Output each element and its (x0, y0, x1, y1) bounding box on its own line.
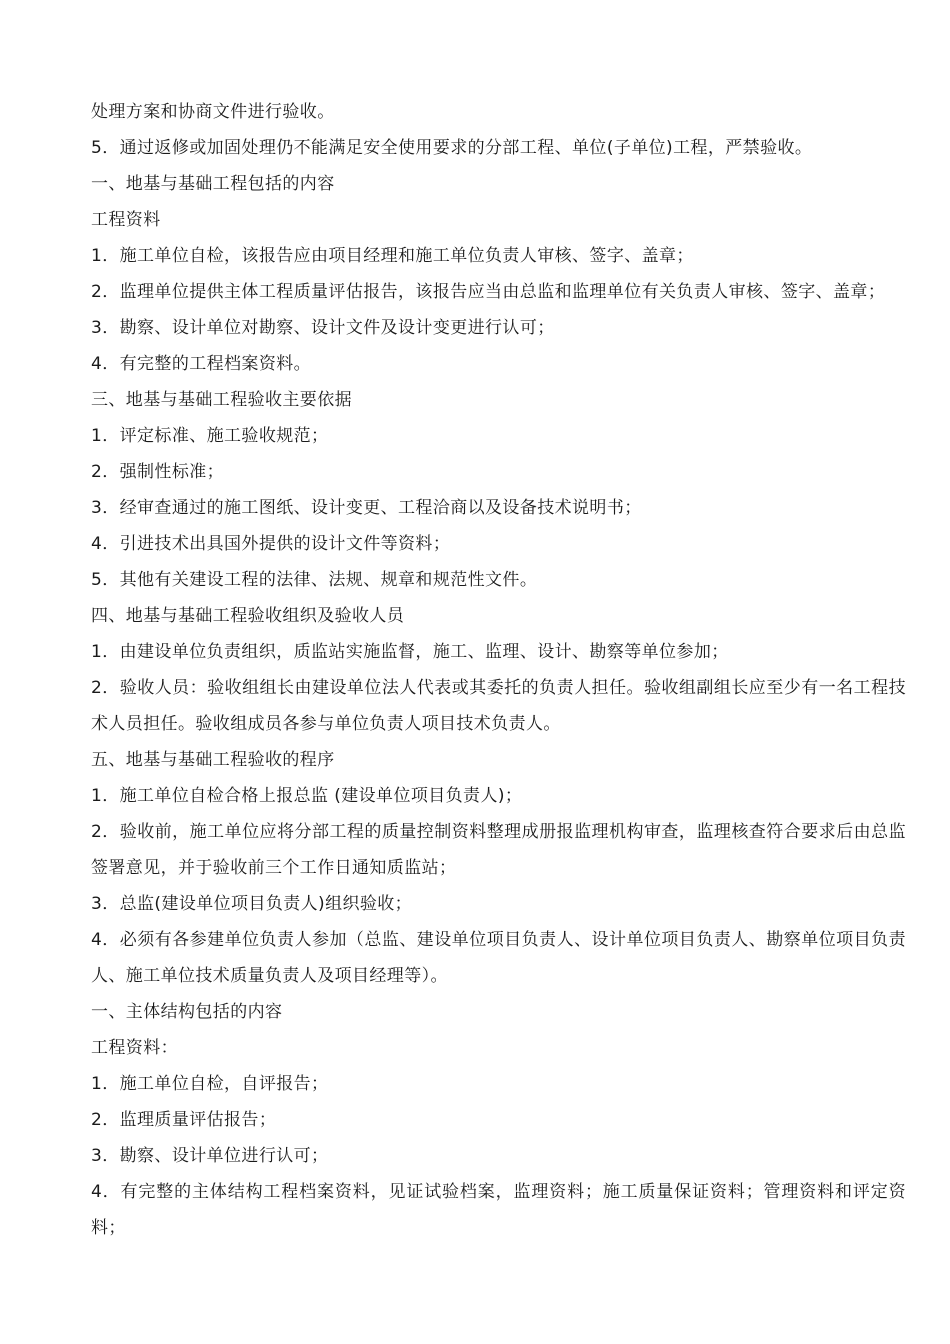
section-heading: 一、主体结构包括的内容 (91, 1002, 283, 1022)
paragraph-item-3: 3．总监(建设单位项目负责人)组织验收； (91, 894, 413, 914)
paragraph-item-2: 2．强制性标准； (91, 462, 225, 482)
paragraph-item-4: 4．有完整的工程档案资料。 (91, 354, 312, 374)
subheading: 工程资料： (91, 1038, 178, 1058)
paragraph-item-1: 1．评定标准、施工验收规范； (91, 426, 329, 446)
paragraph-item-2: 2．监理质量评估报告； (91, 1110, 277, 1130)
paragraph-item-1: 1．施工单位自检合格上报总监 (建设单位项目负责人)； (91, 786, 523, 806)
section-heading: 四、地基与基础工程验收组织及验收人员 (91, 606, 405, 626)
paragraph-item-2: 2．验收人员：验收组组长由建设单位法人代表或其委托的负责人担任。验收组副组长应至少有一名工程技术人员担任。验收组成员各参与单位负责人项目技术负责人。 (91, 678, 906, 734)
document-page (91, 94, 906, 1246)
paragraph-item-3: 3．经审查通过的施工图纸、设计变更、工程洽商以及设备技术说明书； (91, 498, 642, 518)
paragraph-item-5: 5．通过返修或加固处理仍不能满足安全使用要求的分部工程、单位(子单位)工程，严禁验收。 (91, 138, 813, 158)
paragraph-item-4: 4．引进技术出具国外提供的设计文件等资料； (91, 534, 451, 554)
section-heading: 三、地基与基础工程验收主要依据 (91, 390, 352, 410)
paragraph-item-5: 5．其他有关建设工程的法律、法规、规章和规范性文件。 (91, 570, 538, 590)
paragraph-item-2: 2．验收前，施工单位应将分部工程的质量控制资料整理成册报监理机构审查，监理核查符合要求后由总监签署意见，并于验收前三个工作日通知质监站； (91, 822, 906, 878)
paragraph-item-2: 2．监理单位提供主体工程质量评估报告，该报告应当由总监和监理单位有关负责人审核、签字、盖章； (91, 282, 886, 302)
paragraph-item-1: 1．施工单位自检，该报告应由项目经理和施工单位负责人审核、签字、盖章； (91, 246, 694, 266)
paragraph-item-1: 1．由建设单位负责组织，质监站实施监督，施工、监理、设计、勘察等单位参加； (91, 642, 729, 662)
subheading: 工程资料 (91, 210, 161, 230)
paragraph-item-4: 4．有完整的主体结构工程档案资料，见证试验档案，监理资料；施工质量保证资料；管理资料和评定资料； (91, 1182, 906, 1238)
paragraph-item-3: 3．勘察、设计单位对勘察、设计文件及设计变更进行认可； (91, 318, 555, 338)
paragraph-item-4: 4．必须有各参建单位负责人参加（总监、建设单位项目负责人、设计单位项目负责人、勘察单位项目负责人、施工单位技术质量负责人及项目经理等）。 (91, 930, 906, 986)
paragraph-continuation: 处理方案和协商文件进行验收。 (91, 102, 335, 122)
section-heading: 五、地基与基础工程验收的程序 (91, 750, 335, 770)
paragraph-item-3: 3．勘察、设计单位进行认可； (91, 1146, 329, 1166)
section-heading: 一、地基与基础工程包括的内容 (91, 174, 335, 194)
paragraph-item-1: 1．施工单位自检，自评报告； (91, 1074, 329, 1094)
